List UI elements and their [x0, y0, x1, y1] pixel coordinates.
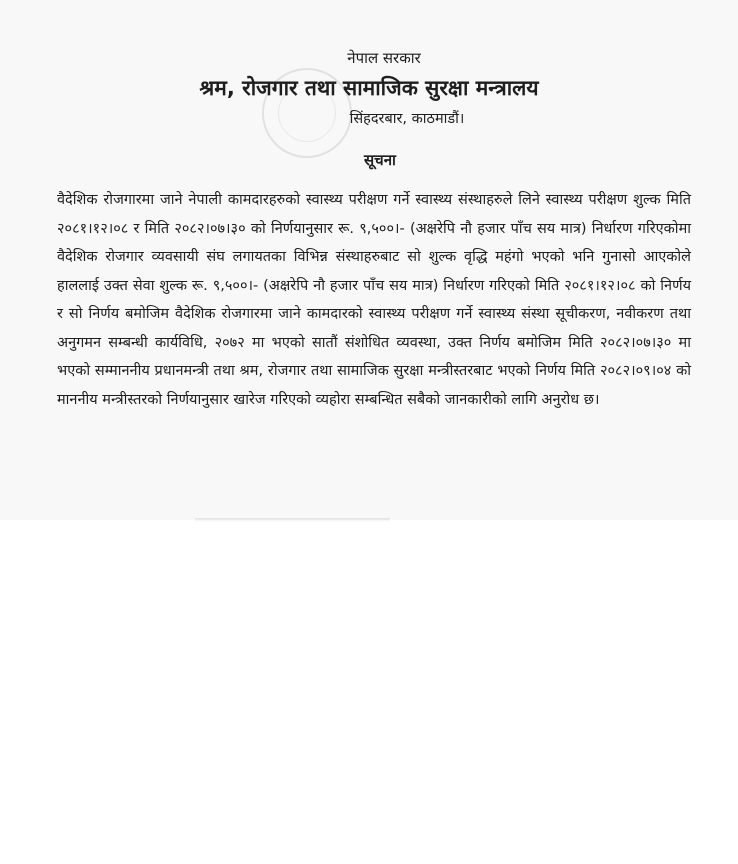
government-name: नेपाल सरकार [347, 49, 421, 67]
notice-body: वैदेशिक रोजगारमा जाने नेपाली कामदारहरुको स्वास्थ्य परीक्षण गर्ने स्वास्थ्य संस्थाहरुले लिने स्वास्थ्य परीक्षण शुल्क मिति २०८१।१२।०८ र मिति २०८२।०७।३० को निर्णयानुसार रू. ९,५००।- (अक्षरेपि नौ हजार पाँच सय मात्र) निर्धारण गरिएकोमा वैदेशिक रोजगार व्यवसायी संघ लगायतका विभिन्न संस्थाहरुबाट सो शुल्क वृद्धि महंगो भएको भनि गुनासो आएकोले हाललाई उक्त सेवा शुल्क रू. ९,५००।- (अक्षरेपि नौ हजार पाँच सय मात्र) निर्धारण गरिएको मिति २०८१।१२।०८ को निर्णय र सो निर्णय बमोजिम वैदेशिक रोजगारमा जाने कामदारको स्वास्थ्य परीक्षण गर्ने स्वास्थ्य संस्था सूचीकरण, नवीकरण तथा अनुगमन सम्बन्धी कार्यविधि, २०७२ मा भएको सातौं संशोधित व्यवस्था, उक्त निर्णय बमोजिम मिति २०८२।०७।३० मा भएको सम्माननीय प्रधानमन्त्री तथा श्रम, रोजगार तथा सामाजिक सुरक्षा मन्त्रीस्तरबाट भएको निर्णय मिति २०८२।०९।०४ को माननीय मन्त्रीस्तरको निर्णयानुसार खारेज गरिएको व्यहोरा सम्बन्धित सबैको जानकारीको लागि अनुरोध छ। [57, 192, 691, 408]
notice-title: सूचना [364, 151, 396, 169]
paper-edge [195, 518, 390, 522]
ministry-name: श्रम, रोजगार तथा सामाजिक सुरक्षा मन्त्रालय [199, 76, 539, 100]
ministry-address: सिंहदरबार, काठमाडौं। [349, 111, 465, 127]
